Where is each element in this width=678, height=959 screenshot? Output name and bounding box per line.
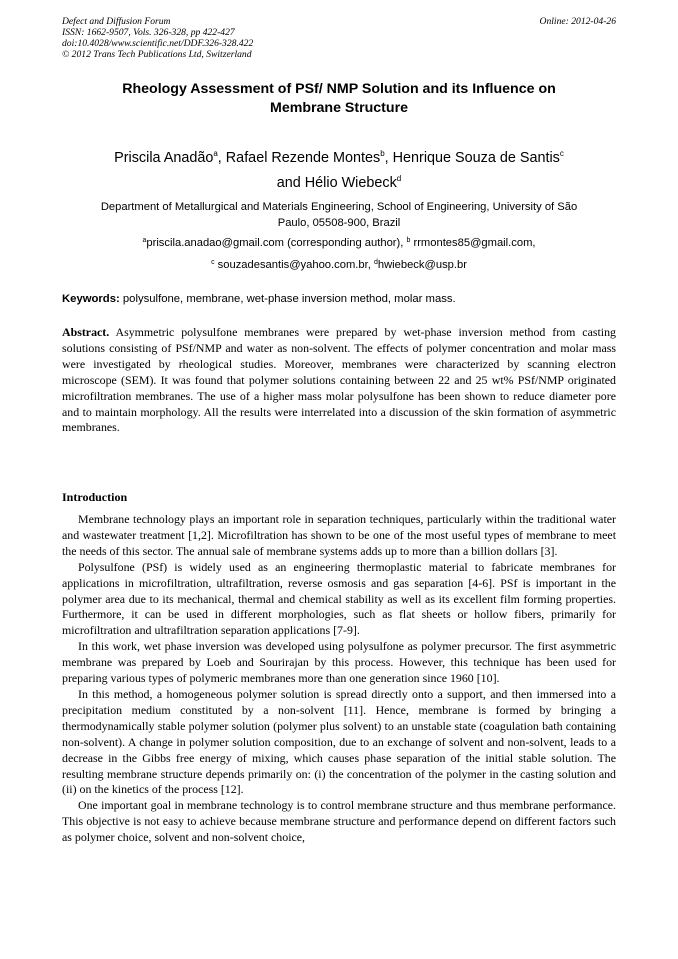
author-name: , Rafael Rezende Montes xyxy=(217,150,381,166)
paragraph: Membrane technology plays an important role in separation techniques, particularly within the traditional water and wastewater treatment [1,2]. Microfiltration has shown to be one of the most useful types of membrane to meet the needs of this sector. The annual sale of membrane systems adds up to more than a billion dollars [3]. xyxy=(62,512,616,558)
abstract-label: Abstract. xyxy=(62,325,110,339)
email-text: rrmontes85@gmail.com, xyxy=(410,237,536,249)
affiliation xyxy=(62,199,616,231)
email-superscript: b xyxy=(406,237,411,244)
email-line-2 xyxy=(62,257,616,273)
journal-header xyxy=(62,16,618,60)
introduction-heading: Introduction xyxy=(62,490,128,504)
email-superscript: a xyxy=(142,237,147,244)
author-name: , Henrique Souza de Santis xyxy=(384,150,560,166)
authors-line-1 xyxy=(62,146,616,171)
keywords xyxy=(62,292,616,307)
author-list xyxy=(62,146,616,196)
paragraph: In this method, a homogeneous polymer solution is spread directly onto a support, and then immersed into a precipitation medium constituted by a non-solvent [11]. Hence, membrane is formed by bringing a thermodynamically stable polymer solution (polymer plus solvent) to an unstable state (coagulation bath containing non-solvent). A change in polymer solution composition, due to an exchange of solvent and non-solvent, leads to a decrease in the Gibbs free energy of mixing, which causes phase separation of the initial stable solution. The resulting membrane structure depends primarily on: (i) the concentration of the polymer in the casting solution and (ii) on the kinetics of the process [12]. xyxy=(62,686,616,797)
abstract xyxy=(62,325,616,436)
email-line-1 xyxy=(62,235,616,251)
paper-title xyxy=(62,80,616,118)
author-superscript: c xyxy=(559,149,564,158)
author-superscript: d xyxy=(396,174,402,183)
affiliation-line-2: Paulo, 05508-900, Brazil xyxy=(277,217,401,229)
title-line-2: Membrane Structure xyxy=(270,100,408,116)
author-name: Priscila Anadão xyxy=(114,150,214,166)
author-name: and Hélio Wiebeck xyxy=(276,175,397,191)
abstract-text: Asymmetric polysulfone membranes were prepared by wet-phase inversion method from casting solutions consisting of PSf/NMP and water as non-solvent. The effects of polymer concentration and molar mass were investigated by rheological studies. Moreover, membranes were characterized by scanning electron microscope (SEM). It was found that polymer solutions containing between 22 and 25 wt% PSf/NMP originated microfiltration membranes. The use of a higher mass molar polysulfone has been shown to reduce diameter pore and to maintain morphology. All the results were interrelated into a discussion of the skin formation of asymmetric membranes. xyxy=(62,325,616,435)
author-superscript: b xyxy=(380,149,385,158)
title-line-1: Rheology Assessment of PSf/ NMP Solution and its Influence on xyxy=(122,81,556,97)
email-text: hwiebeck@usp.br xyxy=(377,259,467,271)
keywords-text: polysulfone, membrane, wet-phase inversion method, molar mass. xyxy=(119,293,456,305)
email-superscript: d xyxy=(373,259,378,266)
paragraph: Polysulfone (PSf) is widely used as an engineering thermoplastic material to fabricate membranes for applications in microfiltration, ultrafiltration, reverse osmosis and gas separation [4-6]. PSf is important in the polymer area due to its mechanical, thermal and chemical stability as well as its excellent film forming properties. Furthermore, it can be used in different morphologies, such as flat sheets or hollow fibers, primarily for microfiltration and ultrafiltration separation applications [7-9]. xyxy=(62,559,616,638)
email-text: souzadesantis@yahoo.com.br, xyxy=(214,259,374,271)
authors-line-2 xyxy=(62,171,616,196)
keywords-label: Keywords: xyxy=(62,293,120,305)
introduction-body xyxy=(62,512,616,846)
copyright-line: © 2012 Trans Tech Publications Ltd, Switzerland xyxy=(62,49,252,60)
author-superscript: a xyxy=(213,149,218,158)
paragraph: One important goal in membrane technology is to control membrane structure and thus membrane performance. This objective is not easy to achieve because membrane structure and performance depend on different factors such as polymer choice, solvent and non-solvent choice, xyxy=(62,798,616,845)
issn-line: ISSN: 1662-9507, Vols. 326-328, pp 422-427 xyxy=(62,27,235,38)
doi-line: doi:10.4028/www.scientific.net/DDF.326-328.422 xyxy=(62,38,254,49)
affiliation-line-1: Department of Metallurgical and Materials Engineering, School of Engineering, University of São xyxy=(100,201,578,213)
paragraph: In this work, wet phase inversion was developed using polysulfone as polymer precursor. The first asymmetric membrane was prepared by Loeb and Sourirajan by this process. However, this technique has been used for preparing various types of polymeric membranes more than one generation since 1960 [10]. xyxy=(62,639,616,686)
online-date: Online: 2012-04-26 xyxy=(539,16,616,27)
email-superscript: c xyxy=(211,259,215,266)
journal-name: Defect and Diffusion Forum xyxy=(62,16,171,27)
email-text: priscila.anadao@gmail.com (corresponding author), xyxy=(146,237,407,249)
